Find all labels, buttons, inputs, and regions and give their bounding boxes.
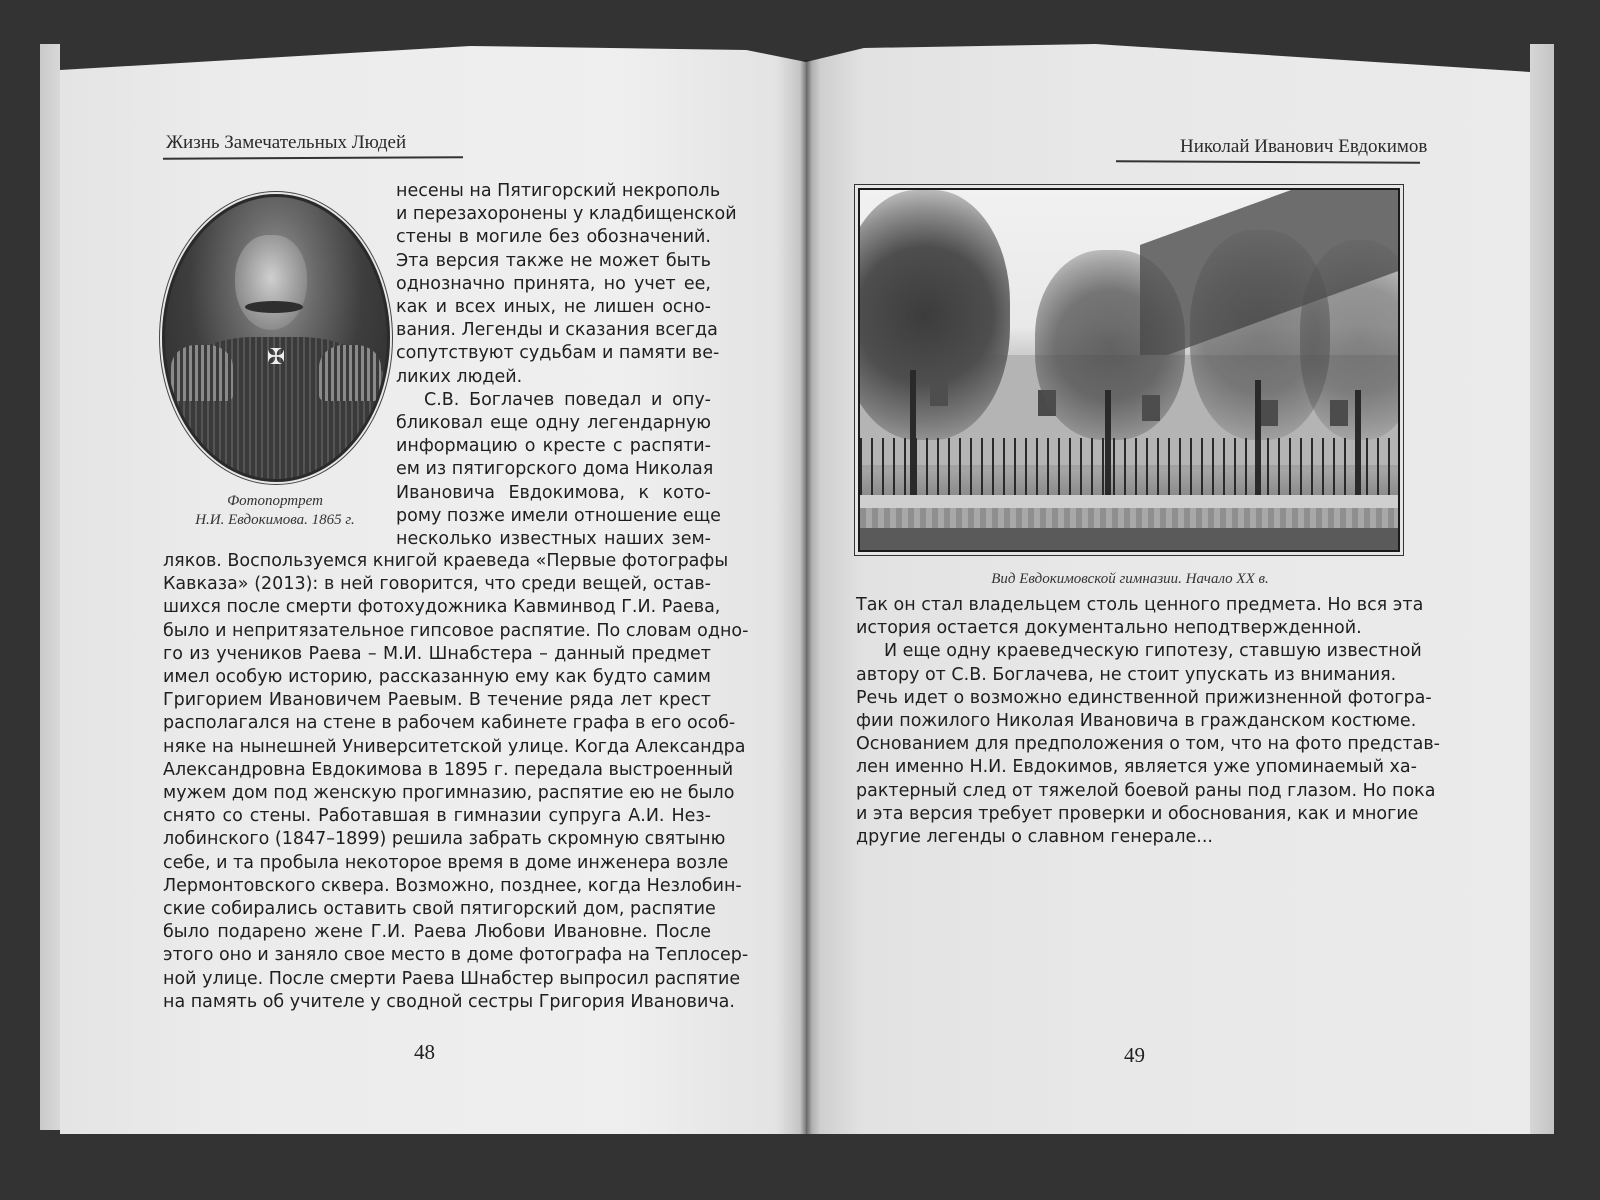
text-line: располагался на стене в рабочем кабинете графа в его особ-	[163, 713, 736, 734]
left-column-text	[396, 180, 737, 551]
text-line: Лермонтовского сквера. Возможно, позднее, когда Незлобин-	[163, 875, 742, 896]
portrait-face	[235, 235, 307, 330]
running-head-left: Жизнь Замечательных Людей	[166, 132, 407, 153]
text-line: Григорием Ивановичем Раевым. В течение ряда лет крест	[163, 690, 711, 711]
text-line: Эта версия также не может быть	[396, 250, 711, 271]
text-line: И еще одну краеведческую гипотезу, ставшую известной	[884, 641, 1422, 662]
portrait-caption-line: Фотопортрет	[227, 493, 323, 509]
text-line: рому позже имели отношение еще	[396, 505, 721, 526]
text-line: как и всех иных, не лишен осно-	[396, 297, 711, 318]
text-line: информацию о кресте с распяти-	[396, 436, 711, 457]
photo-tree	[1300, 240, 1400, 440]
text-line: на память об учителе у сводной сестры Григория Ивановича.	[163, 991, 735, 1012]
text-line: несены на Пятигорский некрополь	[396, 181, 721, 201]
text-line: сопутствуют судьбам и памяти ве-	[396, 343, 720, 364]
text-line: Основанием для предположения о том, что на фото представ-	[856, 734, 1440, 755]
text-line: ликих людей.	[396, 366, 523, 387]
epaulet-right	[319, 345, 381, 401]
text-line: другие легенды о славном генерале...	[856, 827, 1213, 848]
text-line: себе, и та пробыла некоторое время в доме инженера возле	[163, 852, 729, 873]
book-gutter	[800, 60, 812, 1134]
text-line: шихся после смерти фотохудожника Кавминвод Г.И. Раева,	[163, 597, 721, 618]
photo-stone-wall	[860, 508, 1398, 528]
text-line: стены в могиле без обозначений.	[396, 227, 711, 248]
running-head-right: Николай Иванович Евдокимов	[1180, 136, 1428, 157]
left-full-width-text	[163, 550, 749, 1014]
text-line: было подарено жене Г.И. Раева Любови Ивановне. После	[163, 922, 711, 943]
text-line: бликовал еще одну легендарную	[396, 413, 711, 434]
text-line: ной улице. После смерти Раева Шнабстер выпросил распятие	[163, 968, 741, 989]
text-line: было и непритязательное гипсовое распятие. По словам одно-	[163, 620, 749, 641]
right-page-text	[856, 594, 1440, 849]
text-line: имел особую историю, рассказанную ему как будто самим	[163, 667, 711, 688]
order-cross-icon: ✠	[266, 345, 286, 370]
text-line: няке на нынешней Университетской улице. Когда Александра	[163, 736, 746, 757]
photo-tree	[858, 190, 1010, 440]
gymnasium-photo	[858, 188, 1400, 552]
text-line: и эта версия требует проверки и обоснования, как и многие	[856, 803, 1419, 824]
portrait-moustache	[245, 301, 303, 313]
text-line: Речь идет о возможно единственной прижизненной фотогра-	[856, 687, 1432, 708]
text-line: С.В. Боглачев поведал и опу-	[424, 389, 711, 410]
text-line: этого оно и заняло свое место в доме фотографа на Теплосер-	[163, 945, 749, 966]
photo-curb	[860, 495, 1398, 509]
text-line: Кавказа» (2013): в ней говорится, что среди вещей, остав-	[163, 574, 711, 595]
page-number-left: 48	[414, 1040, 435, 1064]
text-line: рактерный след от тяжелой боевой раны под глазом. Но пока	[856, 780, 1436, 801]
text-line: го из учеников Раева – М.И. Шнабстера – данный предмет	[163, 643, 711, 664]
page-number-right: 49	[1124, 1043, 1145, 1067]
left-page-block-edge	[40, 44, 60, 1130]
photo-caption: Вид Евдокимовской гимназии. Начало XX в.	[991, 571, 1269, 587]
text-line: лен именно Н.И. Евдокимов, является уже упоминаемый ха-	[856, 757, 1417, 778]
text-line: ем из пятигорского дома Николая	[396, 459, 714, 480]
text-line: Так он стал владельцем столь ценного предмета. Но вся эта	[856, 595, 1424, 615]
text-line: лобинского (1847–1899) решила забрать скромную святыню	[163, 829, 726, 850]
text-line: фии пожилого Николая Ивановича в гражданском костюме.	[856, 711, 1417, 732]
text-line: ские собирались оставить свой пятигорский дом, распятие	[163, 899, 716, 920]
text-line: несколько известных наших зем-	[396, 529, 711, 550]
text-line: Ивановича Евдокимова, к кото-	[396, 482, 711, 503]
photo-road	[860, 528, 1398, 552]
text-line: вания. Легенды и сказания всегда	[396, 320, 718, 341]
photo-fence	[860, 438, 1398, 498]
epaulet-left	[171, 345, 233, 401]
text-line: Александровна Евдокимова в 1895 г. передала выстроенный	[163, 759, 734, 780]
text-line: однозначно принята, но учет ее,	[396, 273, 711, 294]
portrait-caption	[170, 492, 380, 530]
portrait-caption-line: Н.И. Евдокимова. 1865 г.	[195, 512, 355, 528]
portrait-image	[162, 194, 390, 482]
text-line: автору от С.В. Боглачева, не стоит упускать из внимания.	[856, 664, 1397, 685]
text-line: снято со стены. Работавшая в гимназии супруга А.И. Нез-	[163, 806, 711, 827]
right-page-block-edge	[1530, 44, 1554, 1134]
text-line: ляков. Воспользуемся книгой краеведа «Первые фотографы	[163, 551, 729, 571]
text-line: мужем дом под женскую прогимназию, распятие ею не было	[163, 783, 735, 804]
text-line: история остается документально неподтвержденной.	[856, 618, 1362, 639]
text-line: и перезахоронены у кладбищенской	[396, 204, 737, 225]
